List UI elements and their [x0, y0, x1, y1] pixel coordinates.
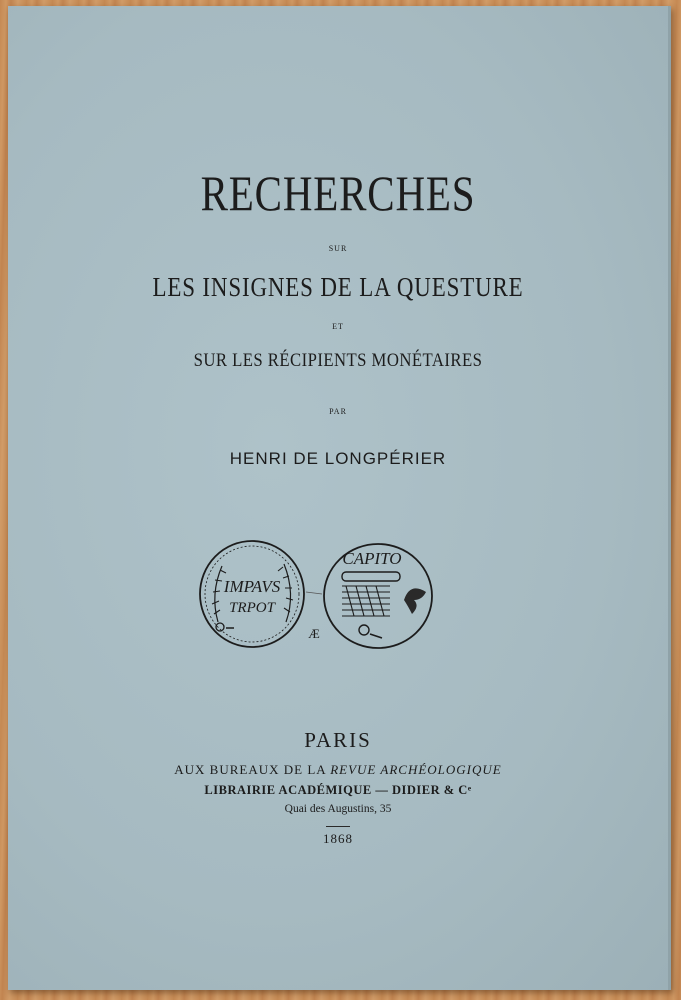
coin-left-legend-1: IMPAVS — [223, 577, 281, 596]
book-cover — [8, 6, 671, 990]
cover-title: RECHERCHES — [200, 165, 476, 221]
subtitle-questure: LES INSIGNES DE LA QUESTURE — [152, 272, 524, 302]
coin-right-legend: CAPITO — [342, 549, 402, 568]
metal-mark: Æ — [308, 626, 320, 641]
coin-left-legend-2: TRPOT — [229, 600, 275, 616]
right-coin — [324, 544, 432, 648]
publisher-line-1 — [8, 762, 668, 778]
publisher-address: Quai des Augustins, 35 — [284, 803, 392, 815]
coin-illustration — [196, 534, 456, 658]
publication-year: 1868 — [323, 831, 353, 846]
publisher-prefix: AUX BUREAUX DE LA — [174, 762, 331, 777]
subtitle-recipients: SUR LES RÉCIPIENTS MONÉTAIRES — [193, 350, 483, 371]
publisher-line-2: LIBRAIRIE ACADÉMIQUE — DIDIER & Cᵉ — [204, 783, 472, 797]
author-name: HENRI DE LONGPÉRIER — [229, 449, 447, 468]
publication-place: PARIS — [304, 728, 372, 752]
connector-et: ET — [332, 322, 344, 331]
divider — [326, 826, 350, 827]
connector-par: PAR — [329, 407, 347, 416]
left-coin — [200, 541, 304, 647]
publisher-journal: REVUE ARCHÉOLOGIQUE — [330, 762, 502, 777]
connector-sur: SUR — [328, 244, 348, 253]
